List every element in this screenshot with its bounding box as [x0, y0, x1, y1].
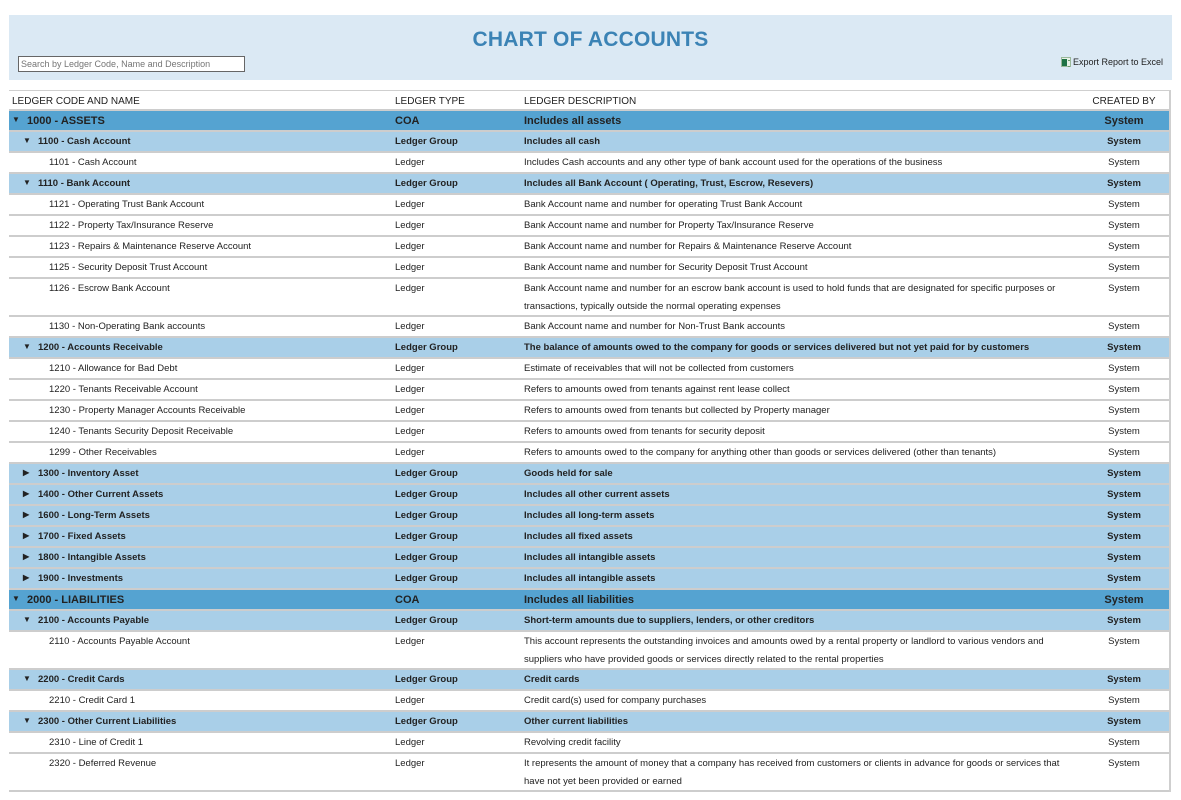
- ledger-name: 1230 - Property Manager Accounts Receivable: [49, 405, 246, 416]
- ledger-name: 1125 - Security Deposit Trust Account: [49, 262, 208, 273]
- cell-ledger-type: Ledger: [395, 447, 425, 458]
- cell-ledger-type: Ledger: [395, 737, 425, 748]
- cell-created-by: System: [1108, 199, 1140, 210]
- cell-code-name: [9, 485, 395, 504]
- ledger-name: 1123 - Repairs & Maintenance Reserve Account: [49, 241, 252, 252]
- cell-code-name: [9, 548, 395, 567]
- cell-ledger-description: Includes all long-term assets: [524, 510, 655, 521]
- ledger-row[interactable]: [9, 632, 1169, 670]
- cell-code-name: [9, 590, 395, 609]
- cell-ledger-type: Ledger: [395, 426, 425, 437]
- cell-created-by: System: [1107, 342, 1141, 353]
- cell-ledger-description: Includes all liabilities: [524, 594, 635, 606]
- expand-down-triangle-icon[interactable]: ▼: [23, 615, 31, 624]
- cell-code-name: [9, 754, 395, 790]
- cell-ledger-description: Includes all other current assets: [524, 489, 670, 500]
- column-header-created-by[interactable]: CREATED BY: [1092, 96, 1156, 107]
- cell-created-by: System: [1108, 384, 1140, 395]
- ledger-name: 1210 - Allowance for Bad Debt: [49, 363, 178, 374]
- cell-ledger-type: Ledger: [395, 321, 425, 332]
- cell-ledger-description: Estimate of receivables that will not be collected from customers: [524, 363, 794, 374]
- cell-created-by: System: [1108, 737, 1140, 748]
- expand-down-triangle-icon[interactable]: ▼: [23, 716, 31, 725]
- cell-ledger-description: Bank Account name and number for operating Trust Bank Account: [524, 199, 803, 210]
- cell-created-by: System: [1104, 115, 1144, 127]
- cell-created-by: System: [1108, 426, 1140, 437]
- cell-code-name: [9, 401, 395, 420]
- cell-ledger-description: Refers to amounts owed from tenants against rent lease collect: [524, 384, 790, 395]
- cell-ledger-type: Ledger Group: [395, 489, 458, 500]
- expand-down-triangle-icon[interactable]: ▼: [23, 342, 31, 351]
- cell-created-by: System: [1107, 468, 1141, 479]
- cell-created-by: System: [1108, 321, 1140, 332]
- cell-ledger-description: Bank Account name and number for Non-Trust Bank accounts: [524, 321, 786, 332]
- ledger-name: 1800 - Intangible Assets: [38, 552, 146, 563]
- ledger-name: 1700 - Fixed Assets: [38, 531, 126, 542]
- cell-ledger-description: This account represents the outstanding invoices and amounts owed by a rental property or landlord to various vendors and suppliers who have provided goods or services directly related to the rental properties: [524, 636, 1044, 665]
- cell-ledger-description: Includes all assets: [524, 115, 622, 127]
- cell-code-name: [9, 422, 395, 441]
- cell-code-name: [9, 733, 395, 752]
- expand-down-triangle-icon[interactable]: ▼: [23, 178, 31, 187]
- ledger-row[interactable]: [9, 754, 1169, 792]
- cell-ledger-description: Goods held for sale: [524, 468, 613, 479]
- cell-created-by: System: [1108, 241, 1140, 252]
- ledger-name: 2200 - Credit Cards: [38, 674, 125, 685]
- cell-ledger-type: Ledger Group: [395, 716, 458, 727]
- column-header-code-name[interactable]: LEDGER CODE AND NAME: [12, 96, 140, 107]
- cell-created-by: System: [1107, 716, 1141, 727]
- ledger-name: 1600 - Long-Term Assets: [38, 510, 150, 521]
- ledger-name: 2320 - Deferred Revenue: [49, 758, 157, 769]
- cell-code-name: [9, 317, 395, 336]
- ledger-name: 2210 - Credit Card 1: [49, 695, 136, 706]
- cell-ledger-description: Short-term amounts due to suppliers, lenders, or other creditors: [524, 615, 815, 626]
- cell-ledger-type: Ledger: [395, 241, 425, 252]
- ledger-name: 1900 - Investments: [38, 573, 124, 584]
- cell-created-by: System: [1108, 405, 1140, 416]
- cell-ledger-description: Includes Cash accounts and any other type of bank account used for the operations of the business: [524, 157, 943, 168]
- cell-code-name: [9, 443, 395, 462]
- collapse-right-triangle-icon[interactable]: ▶: [23, 552, 30, 561]
- cell-code-name: [9, 464, 395, 483]
- cell-ledger-type: Ledger Group: [395, 531, 458, 542]
- excel-icon: [1061, 57, 1071, 67]
- cell-ledger-type: Ledger: [395, 758, 425, 769]
- cell-ledger-type: Ledger: [395, 157, 425, 168]
- cell-ledger-description: Includes all cash: [524, 136, 601, 147]
- cell-code-name: [9, 569, 395, 588]
- cell-created-by: System: [1108, 695, 1140, 706]
- cell-created-by: System: [1107, 615, 1141, 626]
- cell-ledger-type: Ledger: [395, 363, 425, 374]
- ledger-name: 1300 - Inventory Asset: [38, 468, 139, 479]
- collapse-right-triangle-icon[interactable]: ▶: [23, 531, 30, 540]
- cell-ledger-description: Refers to amounts owed from tenants for security deposit: [524, 426, 765, 437]
- cell-created-by: System: [1107, 552, 1141, 563]
- ledger-name: 1126 - Escrow Bank Account: [49, 283, 170, 294]
- cell-ledger-type: Ledger: [395, 262, 425, 273]
- ledger-name: 1299 - Other Receivables: [49, 447, 157, 458]
- cell-ledger-type: Ledger: [395, 384, 425, 395]
- cell-code-name: [9, 258, 395, 277]
- cell-ledger-description: Bank Account name and number for Repairs & Maintenance Reserve Account: [524, 241, 852, 252]
- cell-ledger-description: Revolving credit facility: [524, 737, 621, 748]
- cell-created-by: System: [1108, 447, 1140, 458]
- cell-ledger-description: Bank Account name and number for an escrow bank account is used to hold funds that are designated for specific purposes or transactions, typically outside the normal operating expenses: [524, 283, 1056, 312]
- cell-code-name: [9, 380, 395, 399]
- ledger-name: 1101 - Cash Account: [49, 157, 137, 168]
- ledger-name: 1240 - Tenants Security Deposit Receivable: [49, 426, 234, 437]
- expand-down-triangle-icon[interactable]: ▼: [12, 594, 20, 603]
- cell-code-name: [9, 279, 395, 315]
- cell-created-by: System: [1108, 636, 1140, 647]
- ledger-name: 1100 - Cash Account: [38, 136, 131, 147]
- cell-ledger-type: COA: [395, 594, 420, 606]
- cell-code-name: [9, 632, 395, 668]
- cell-ledger-description: The balance of amounts owed to the company for goods or services delivered but not yet paid for by customers: [524, 342, 1030, 353]
- cell-created-by: System: [1107, 531, 1141, 542]
- expand-down-triangle-icon[interactable]: ▼: [23, 136, 31, 145]
- cell-ledger-description: Refers to amounts owed to the company for anything other than goods or services delivered (other than tenants): [524, 447, 997, 458]
- collapse-right-triangle-icon[interactable]: ▶: [23, 510, 30, 519]
- cell-ledger-description: Bank Account name and number for Security Deposit Trust Account: [524, 262, 808, 273]
- cell-code-name: [9, 712, 395, 731]
- cell-created-by: System: [1107, 674, 1141, 685]
- cell-code-name: [9, 111, 395, 130]
- cell-ledger-description: Other current liabilities: [524, 716, 628, 727]
- collapse-right-triangle-icon[interactable]: ▶: [23, 573, 30, 582]
- cell-created-by: System: [1107, 510, 1141, 521]
- cell-created-by: System: [1108, 262, 1140, 273]
- cell-code-name: [9, 527, 395, 546]
- cell-code-name: [9, 611, 395, 630]
- cell-code-name: [9, 359, 395, 378]
- cell-ledger-type: Ledger Group: [395, 674, 458, 685]
- collapse-right-triangle-icon[interactable]: ▶: [23, 468, 30, 477]
- ledger-name: 2100 - Accounts Payable: [38, 615, 150, 626]
- cell-code-name: [9, 216, 395, 235]
- page-header: [9, 15, 1172, 80]
- ledger-name: 1130 - Non-Operating Bank accounts: [49, 321, 206, 332]
- ledger-name: 1121 - Operating Trust Bank Account: [49, 199, 205, 210]
- cell-ledger-type: Ledger: [395, 636, 425, 647]
- cell-code-name: [9, 506, 395, 525]
- cell-code-name: [9, 132, 395, 151]
- cell-ledger-description: Credit card(s) used for company purchases: [524, 695, 707, 706]
- cell-created-by: System: [1108, 220, 1140, 231]
- export-label: Export Report to Excel: [1072, 57, 1163, 67]
- ledger-row[interactable]: [9, 279, 1169, 317]
- cell-ledger-type: Ledger Group: [395, 573, 458, 584]
- ledger-name: 2000 - LIABILITIES: [27, 594, 125, 606]
- ledger-name: 2310 - Line of Credit 1: [49, 737, 144, 748]
- cell-ledger-type: Ledger: [395, 405, 425, 416]
- ledger-name: 2300 - Other Current Liabilities: [38, 716, 177, 727]
- cell-ledger-type: Ledger: [395, 283, 425, 294]
- cell-ledger-description: Includes all Bank Account ( Operating, Trust, Escrow, Resevers): [524, 178, 814, 189]
- ledger-name: 2110 - Accounts Payable Account: [49, 636, 190, 647]
- cell-created-by: System: [1108, 283, 1140, 294]
- cell-ledger-type: COA: [395, 115, 420, 127]
- cell-created-by: System: [1104, 594, 1144, 606]
- cell-created-by: System: [1108, 363, 1140, 374]
- ledger-name: 1122 - Property Tax/Insurance Reserve: [49, 220, 214, 231]
- cell-ledger-type: Ledger Group: [395, 468, 458, 479]
- ledger-name: 1000 - ASSETS: [27, 115, 105, 127]
- cell-created-by: System: [1107, 178, 1141, 189]
- cell-ledger-type: Ledger Group: [395, 552, 458, 563]
- cell-ledger-type: Ledger Group: [395, 136, 458, 147]
- cell-ledger-description: Refers to amounts owed from tenants but collected by Property manager: [524, 405, 830, 416]
- cell-ledger-type: Ledger: [395, 199, 425, 210]
- export-excel-button[interactable]: [1061, 57, 1163, 67]
- ledger-name: 1110 - Bank Account: [38, 178, 131, 189]
- cell-ledger-description: Credit cards: [524, 674, 580, 685]
- cell-code-name: [9, 691, 395, 710]
- cell-ledger-type: Ledger Group: [395, 510, 458, 521]
- expand-down-triangle-icon[interactable]: ▼: [23, 674, 31, 683]
- cell-created-by: System: [1108, 157, 1140, 168]
- cell-created-by: System: [1107, 489, 1141, 500]
- cell-code-name: [9, 153, 395, 172]
- cell-ledger-description: It represents the amount of money that a company has received from customers or clients in advance for goods or services that have not yet been provided or earned: [524, 758, 1060, 787]
- cell-code-name: [9, 237, 395, 256]
- cell-ledger-description: Includes all intangible assets: [524, 552, 656, 563]
- cell-ledger-type: Ledger Group: [395, 342, 458, 353]
- page-title: CHART OF ACCOUNTS: [472, 28, 709, 51]
- ledger-name: 1220 - Tenants Receivable Account: [49, 384, 198, 395]
- cell-ledger-description: Bank Account name and number for Property Tax/Insurance Reserve: [524, 220, 814, 231]
- cell-code-name: [9, 195, 395, 214]
- table-body: [9, 111, 1169, 792]
- column-header-ledger-type[interactable]: LEDGER TYPE: [395, 96, 465, 107]
- cell-ledger-type: Ledger: [395, 220, 425, 231]
- cell-ledger-type: Ledger Group: [395, 615, 458, 626]
- accounts-table: [9, 90, 1171, 792]
- cell-ledger-description: Includes all fixed assets: [524, 531, 633, 542]
- cell-code-name: [9, 338, 395, 357]
- cell-code-name: [9, 174, 395, 193]
- column-header-ledger-description[interactable]: LEDGER DESCRIPTION: [524, 96, 637, 107]
- cell-code-name: [9, 670, 395, 689]
- ledger-name: 1200 - Accounts Receivable: [38, 342, 163, 353]
- cell-ledger-type: Ledger Group: [395, 178, 458, 189]
- collapse-right-triangle-icon[interactable]: ▶: [23, 489, 30, 498]
- cell-ledger-type: Ledger: [395, 695, 425, 706]
- cell-created-by: System: [1107, 573, 1141, 584]
- cell-ledger-description: Includes all intangible assets: [524, 573, 656, 584]
- cell-created-by: System: [1107, 136, 1141, 147]
- ledger-name: 1400 - Other Current Assets: [38, 489, 164, 500]
- expand-down-triangle-icon[interactable]: ▼: [12, 115, 20, 124]
- cell-created-by: System: [1108, 758, 1140, 769]
- search-input[interactable]: [18, 56, 245, 72]
